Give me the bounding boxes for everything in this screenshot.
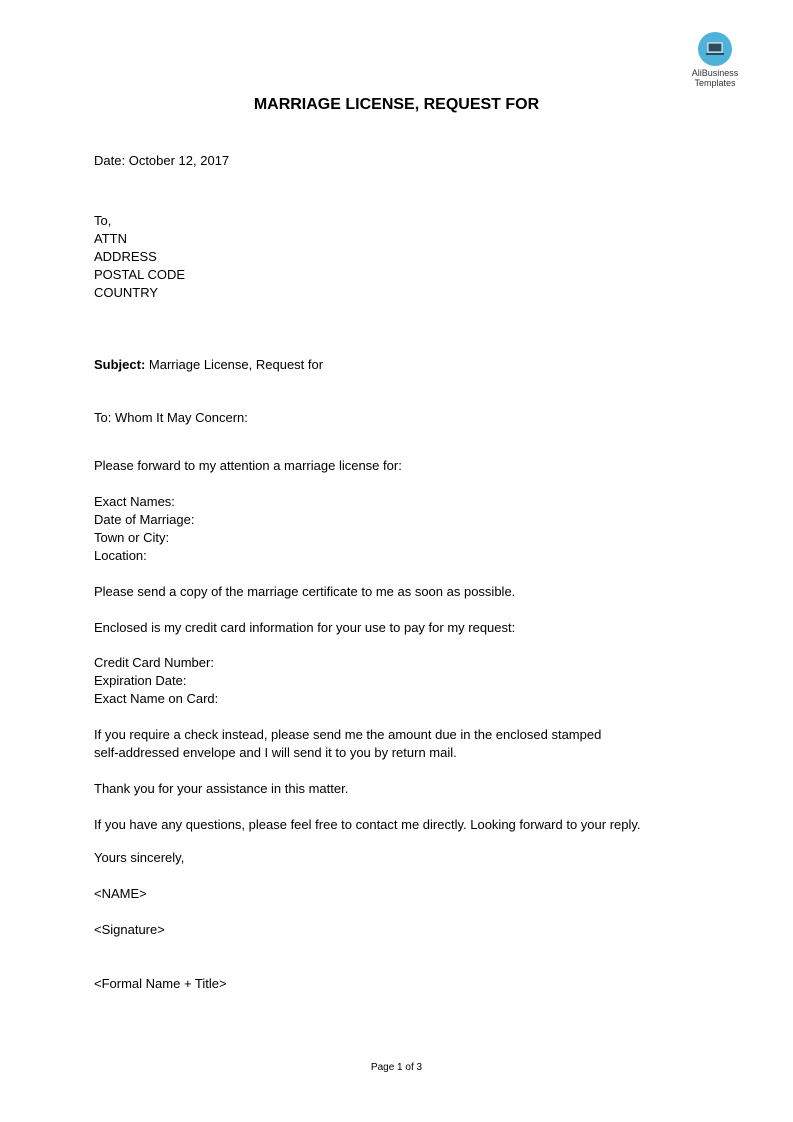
field-date-of-marriage: Date of Marriage: (94, 512, 195, 527)
recipient-attn: ATTN (94, 231, 127, 246)
check-paragraph-line1: If you require a check instead, please send me the amount due in the enclosed stamped (94, 727, 602, 742)
salutation-label: To: (94, 410, 112, 425)
logo-badge (698, 32, 732, 66)
field-location: Location: (94, 548, 147, 563)
questions-paragraph: If you have any questions, please feel free to contact me directly. Looking forward to your reply. (94, 817, 641, 832)
field-name-on-card: Exact Name on Card: (94, 691, 219, 706)
document-title: MARRIAGE LICENSE, REQUEST FOR (253, 96, 540, 113)
brand-logo (680, 32, 750, 88)
field-exact-names: Exact Names: (94, 494, 175, 509)
salutation-line (94, 410, 248, 426)
date-line (94, 153, 229, 169)
recipient-country: COUNTRY (94, 285, 159, 300)
subject-line (94, 357, 323, 373)
salutation-value: Whom It May Concern: (114, 410, 248, 425)
field-credit-card-number: Credit Card Number: (94, 655, 214, 670)
signature-placeholder: <Signature> (94, 922, 165, 937)
formal-name-placeholder: <Formal Name + Title> (94, 976, 227, 991)
recipient-to: To, (94, 213, 112, 228)
field-expiration-date: Expiration Date: (94, 673, 187, 688)
check-paragraph-line2: self-addressed envelope and I will send it to you by return mail. (94, 745, 457, 760)
subject-value: Marriage License, Request for (148, 357, 324, 372)
intro-paragraph: Please forward to my attention a marriage license for: (94, 458, 402, 473)
date-value: October 12, 2017 (128, 153, 230, 168)
logo-brand-line1: AliBusiness (691, 68, 739, 78)
recipient-postal-code: POSTAL CODE (94, 267, 186, 282)
logo-brand-line2: Templates (694, 78, 736, 88)
subject-label: Subject: (94, 357, 146, 372)
closing-line: Yours sincerely, (94, 850, 185, 865)
copy-request-paragraph: Please send a copy of the marriage certificate to me as soon as possible. (94, 584, 516, 599)
laptop-icon (705, 41, 725, 57)
name-placeholder: <NAME> (94, 886, 147, 901)
page-footer: Page 1 of 3 (370, 1062, 423, 1073)
enclosed-paragraph: Enclosed is my credit card information for your use to pay for my request: (94, 620, 516, 635)
thanks-paragraph: Thank you for your assistance in this matter. (94, 781, 349, 796)
date-label: Date: (94, 153, 126, 168)
field-town-or-city: Town or City: (94, 530, 170, 545)
recipient-address: ADDRESS (94, 249, 157, 264)
